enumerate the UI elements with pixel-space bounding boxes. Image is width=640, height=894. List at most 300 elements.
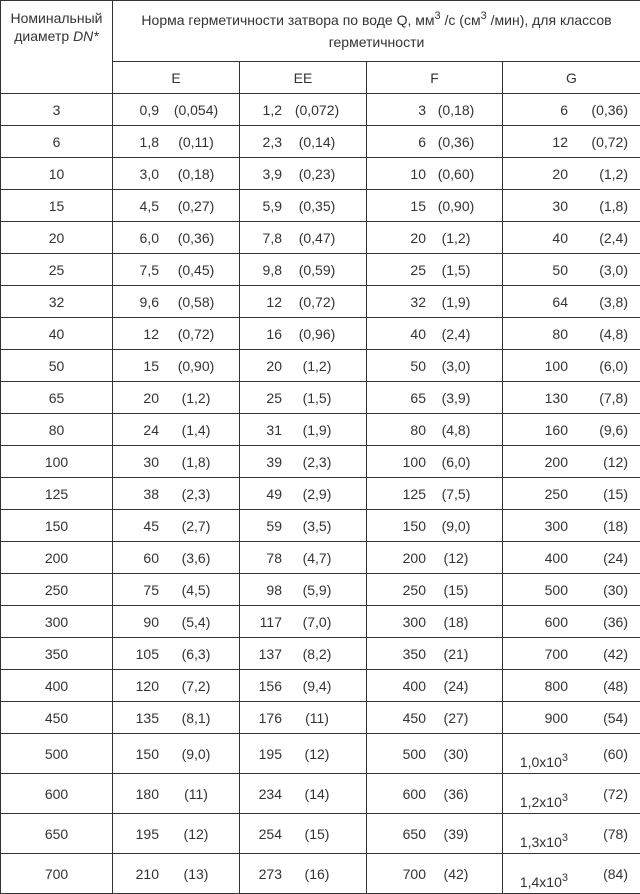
class-e-flow-number: 150 xyxy=(136,746,159,762)
class-ee-flow-value xyxy=(259,866,282,882)
class-ee-cell xyxy=(240,670,367,702)
class-g-cell xyxy=(503,542,640,574)
class-g-flow-per-minute: (48) xyxy=(603,678,628,694)
class-f-flow-per-minute: (15) xyxy=(428,582,484,598)
class-ee-flow-number: 2,3 xyxy=(263,134,282,150)
class-g-value-pair xyxy=(503,414,640,445)
class-g-cell xyxy=(503,446,640,478)
class-ee-flow-per-minute: (2,3) xyxy=(292,454,342,470)
class-g-value-pair xyxy=(503,286,640,317)
class-g-flow-value xyxy=(545,646,568,662)
class-g-value-pair xyxy=(503,638,640,669)
class-f-cell xyxy=(367,446,503,478)
class-ee-flow-per-minute: (7,0) xyxy=(292,614,342,630)
class-e-flow-number: 20 xyxy=(143,390,159,406)
class-e-cell xyxy=(113,542,240,574)
nominal-diameter-cell: 100 xyxy=(1,446,113,478)
class-e-cell xyxy=(113,670,240,702)
class-g-value-pair xyxy=(503,446,640,477)
dn-header-line1: Номинальный xyxy=(11,10,103,26)
class-e-cell xyxy=(113,574,240,606)
class-f-flow-number: 100 xyxy=(403,454,426,470)
class-e-flow-number: 105 xyxy=(136,646,159,662)
class-e-cell xyxy=(113,478,240,510)
class-e-cell xyxy=(113,854,240,894)
class-header-ee: EE xyxy=(240,62,367,94)
class-g-flow-value xyxy=(545,390,568,406)
class-e-value-pair xyxy=(113,638,239,669)
class-header-e: E xyxy=(113,62,240,94)
class-ee-flow-value xyxy=(266,518,282,534)
class-f-cell xyxy=(367,222,503,254)
class-ee-cell xyxy=(240,638,367,670)
class-ee-value-pair xyxy=(240,734,366,773)
class-g-flow-number: 1,3x10 xyxy=(520,834,562,850)
class-g-value-pair xyxy=(503,478,640,509)
class-g-cell xyxy=(503,254,640,286)
class-g-value-pair xyxy=(503,222,640,253)
class-f-flow-per-minute: (0,60) xyxy=(428,166,484,182)
class-g-value-pair xyxy=(503,382,640,413)
class-e-flow-value xyxy=(140,166,159,182)
class-ee-cell xyxy=(240,854,367,894)
class-ee-flow-value xyxy=(266,294,282,310)
class-f-cell xyxy=(367,774,503,814)
class-g-flow-number: 160 xyxy=(545,422,568,438)
class-ee-cell xyxy=(240,510,367,542)
class-e-cell xyxy=(113,318,240,350)
class-g-value-pair xyxy=(503,126,640,157)
class-g-value-pair xyxy=(503,774,640,813)
class-f-cell xyxy=(367,638,503,670)
class-ee-flow-per-minute: (1,5) xyxy=(292,390,342,406)
nominal-diameter-cell: 80 xyxy=(1,414,113,446)
class-g-flow-number: 500 xyxy=(545,582,568,598)
class-ee-cell xyxy=(240,286,367,318)
class-e-value-pair xyxy=(113,774,239,813)
class-ee-cell xyxy=(240,414,367,446)
class-ee-value-pair xyxy=(240,478,366,509)
class-ee-flow-value xyxy=(259,786,282,802)
class-ee-value-pair xyxy=(240,542,366,573)
class-ee-flow-per-minute: (14) xyxy=(292,786,342,802)
table-row xyxy=(1,222,640,254)
class-f-flow-value xyxy=(410,198,426,214)
class-g-value-pair xyxy=(503,318,640,349)
nominal-diameter-cell: 6 xyxy=(1,126,113,158)
class-g-cell xyxy=(503,638,640,670)
class-g-flow-number: 130 xyxy=(545,390,568,406)
class-ee-value-pair xyxy=(240,286,366,317)
class-ee-value-pair xyxy=(240,318,366,349)
class-e-value-pair xyxy=(113,318,239,349)
class-ee-cell xyxy=(240,702,367,734)
class-f-cell xyxy=(367,190,503,222)
class-e-value-pair xyxy=(113,854,239,893)
table-row xyxy=(1,478,640,510)
table-row xyxy=(1,702,640,734)
class-f-flow-value xyxy=(410,326,426,342)
class-g-value-pair xyxy=(503,734,640,773)
class-ee-cell xyxy=(240,254,367,286)
class-f-value-pair xyxy=(367,542,502,573)
class-g-value-pair xyxy=(503,542,640,573)
class-e-flow-number: 24 xyxy=(143,422,159,438)
tightness-norm-header xyxy=(113,1,640,62)
class-g-cell xyxy=(503,350,640,382)
class-e-flow-number: 45 xyxy=(143,518,159,534)
class-f-flow-number: 125 xyxy=(403,486,426,502)
class-e-cell xyxy=(113,382,240,414)
class-e-value-pair xyxy=(113,158,239,189)
class-e-flow-number: 195 xyxy=(136,826,159,842)
class-f-flow-per-minute: (1,2) xyxy=(428,230,484,246)
class-f-flow-value xyxy=(410,262,426,278)
class-e-flow-number: 4,5 xyxy=(140,198,159,214)
class-ee-cell xyxy=(240,478,367,510)
dn-header-line2-prefix: диаметр xyxy=(14,28,73,44)
class-f-flow-value xyxy=(403,710,426,726)
class-ee-flow-number: 5,9 xyxy=(263,198,282,214)
class-e-value-pair xyxy=(113,222,239,253)
norm-header-mid: /с (см xyxy=(441,12,481,28)
class-ee-flow-value xyxy=(260,614,282,630)
class-ee-cell xyxy=(240,350,367,382)
class-g-cell xyxy=(503,94,640,126)
class-g-flow-number: 30 xyxy=(552,198,568,214)
class-f-flow-number: 500 xyxy=(403,746,426,762)
table-row xyxy=(1,350,640,382)
class-f-flow-per-minute: (12) xyxy=(428,550,484,566)
class-g-cell xyxy=(503,190,640,222)
class-g-exponent: 3 xyxy=(562,792,568,804)
class-g-flow-value xyxy=(520,794,568,810)
class-g-flow-per-minute: (78) xyxy=(603,826,628,842)
class-f-flow-value xyxy=(410,166,426,182)
class-e-flow-value xyxy=(143,422,159,438)
class-ee-flow-per-minute: (4,7) xyxy=(292,550,342,566)
class-g-flow-value xyxy=(545,550,568,566)
nominal-diameter-cell: 3 xyxy=(1,94,113,126)
class-g-flow-number: 1,2x10 xyxy=(520,794,562,810)
class-f-flow-value xyxy=(403,614,426,630)
class-e-value-pair xyxy=(113,350,239,381)
class-e-flow-number: 6,0 xyxy=(140,230,159,246)
class-f-value-pair xyxy=(367,286,502,317)
class-g-value-pair xyxy=(503,606,640,637)
class-g-flow-value xyxy=(552,262,568,278)
class-f-flow-per-minute: (7,5) xyxy=(428,486,484,502)
class-e-flow-per-minute: (0,36) xyxy=(166,230,226,246)
class-e-flow-number: 3,0 xyxy=(140,166,159,182)
class-e-flow-per-minute: (2,7) xyxy=(166,518,226,534)
class-f-value-pair xyxy=(367,446,502,477)
class-e-cell xyxy=(113,446,240,478)
class-e-cell xyxy=(113,126,240,158)
class-e-flow-value xyxy=(140,102,159,118)
class-ee-value-pair xyxy=(240,638,366,669)
class-e-flow-per-minute: (6,3) xyxy=(166,646,226,662)
class-e-cell xyxy=(113,94,240,126)
class-e-flow-per-minute: (0,45) xyxy=(166,262,226,278)
class-e-flow-per-minute: (8,1) xyxy=(166,710,226,726)
class-ee-value-pair xyxy=(240,222,366,253)
class-e-flow-per-minute: (9,0) xyxy=(166,746,226,762)
class-e-value-pair xyxy=(113,734,239,773)
class-ee-flow-number: 39 xyxy=(266,454,282,470)
class-e-cell xyxy=(113,814,240,854)
class-e-flow-number: 90 xyxy=(143,614,159,630)
class-g-cell xyxy=(503,318,640,350)
class-f-value-pair xyxy=(367,318,502,349)
class-f-flow-number: 80 xyxy=(410,422,426,438)
class-g-cell xyxy=(503,510,640,542)
class-ee-flow-per-minute: (0,072) xyxy=(292,102,342,118)
class-ee-flow-value xyxy=(263,262,282,278)
class-e-flow-value xyxy=(143,518,159,534)
class-ee-cell xyxy=(240,574,367,606)
class-g-flow-number: 40 xyxy=(552,230,568,246)
class-f-flow-value xyxy=(403,646,426,662)
class-ee-flow-per-minute: (1,9) xyxy=(292,422,342,438)
class-f-flow-value xyxy=(403,582,426,598)
class-ee-flow-number: 78 xyxy=(266,550,282,566)
class-e-flow-value xyxy=(136,746,159,762)
nominal-diameter-cell: 50 xyxy=(1,350,113,382)
class-f-cell xyxy=(367,126,503,158)
class-g-flow-per-minute: (36) xyxy=(603,614,628,630)
class-e-flow-number: 120 xyxy=(136,678,159,694)
class-g-flow-value xyxy=(560,102,568,118)
class-e-flow-value xyxy=(143,550,159,566)
norm-header-sup1: 3 xyxy=(435,10,441,22)
nominal-diameter-cell: 65 xyxy=(1,382,113,414)
class-e-flow-number: 12 xyxy=(143,326,159,342)
class-ee-flow-number: 20 xyxy=(266,358,282,374)
class-f-flow-number: 20 xyxy=(410,230,426,246)
class-e-flow-number: 1,8 xyxy=(140,134,159,150)
class-ee-flow-value xyxy=(263,230,282,246)
class-f-flow-number: 700 xyxy=(403,866,426,882)
class-e-value-pair xyxy=(113,190,239,221)
class-f-flow-per-minute: (2,4) xyxy=(428,326,484,342)
class-ee-value-pair xyxy=(240,574,366,605)
class-e-flow-per-minute: (12) xyxy=(166,826,226,842)
class-g-flow-value xyxy=(545,486,568,502)
class-f-cell xyxy=(367,382,503,414)
class-ee-flow-number: 16 xyxy=(266,326,282,342)
class-g-cell xyxy=(503,702,640,734)
class-e-flow-value xyxy=(143,454,159,470)
class-ee-flow-number: 98 xyxy=(266,582,282,598)
class-ee-flow-number: 234 xyxy=(259,786,282,802)
class-g-flow-value xyxy=(520,834,568,850)
class-g-flow-value xyxy=(545,422,568,438)
class-g-flow-value xyxy=(552,166,568,182)
nominal-diameter-cell: 20 xyxy=(1,222,113,254)
class-e-flow-value xyxy=(136,866,159,882)
class-e-cell xyxy=(113,222,240,254)
class-ee-flow-per-minute: (15) xyxy=(292,826,342,842)
class-ee-flow-per-minute: (2,9) xyxy=(292,486,342,502)
class-e-flow-value xyxy=(136,826,159,842)
class-g-flow-number: 700 xyxy=(545,646,568,662)
class-f-flow-number: 350 xyxy=(403,646,426,662)
class-f-flow-number: 50 xyxy=(410,358,426,374)
class-ee-flow-per-minute: (16) xyxy=(292,866,342,882)
class-e-flow-number: 180 xyxy=(136,786,159,802)
class-f-cell xyxy=(367,478,503,510)
class-f-flow-number: 450 xyxy=(403,710,426,726)
table-row xyxy=(1,814,640,854)
norm-header-sup2: 3 xyxy=(481,10,487,22)
class-f-cell xyxy=(367,606,503,638)
class-e-cell xyxy=(113,606,240,638)
class-g-flow-per-minute: (4,8) xyxy=(599,326,628,342)
class-f-cell xyxy=(367,158,503,190)
class-f-value-pair xyxy=(367,670,502,701)
class-ee-flow-number: 3,9 xyxy=(263,166,282,182)
class-e-cell xyxy=(113,190,240,222)
class-ee-cell xyxy=(240,222,367,254)
class-e-flow-value xyxy=(136,646,159,662)
class-ee-value-pair xyxy=(240,854,366,893)
class-f-value-pair xyxy=(367,350,502,381)
class-e-flow-number: 15 xyxy=(143,358,159,374)
table-body xyxy=(1,94,640,894)
class-g-exponent: 3 xyxy=(562,832,568,844)
class-f-flow-number: 650 xyxy=(403,826,426,842)
class-e-value-pair xyxy=(113,414,239,445)
class-g-flow-value xyxy=(545,582,568,598)
class-e-flow-per-minute: (1,8) xyxy=(166,454,226,470)
class-f-value-pair xyxy=(367,254,502,285)
class-e-flow-value xyxy=(140,134,159,150)
class-header-f: F xyxy=(367,62,503,94)
class-g-flow-per-minute: (0,72) xyxy=(591,134,628,150)
class-ee-flow-value xyxy=(259,710,282,726)
class-f-flow-value xyxy=(418,134,426,150)
class-f-flow-number: 200 xyxy=(403,550,426,566)
class-f-flow-value xyxy=(403,866,426,882)
class-g-cell xyxy=(503,414,640,446)
class-f-cell xyxy=(367,854,503,894)
class-g-flow-per-minute: (54) xyxy=(603,710,628,726)
class-f-flow-per-minute: (21) xyxy=(428,646,484,662)
class-ee-value-pair xyxy=(240,254,366,285)
class-e-flow-per-minute: (2,3) xyxy=(166,486,226,502)
class-g-flow-number: 300 xyxy=(545,518,568,534)
class-f-value-pair xyxy=(367,382,502,413)
norm-header-post: /мин), для классов герметичности xyxy=(329,12,612,50)
table-row xyxy=(1,854,640,894)
class-f-flow-per-minute: (1,5) xyxy=(428,262,484,278)
class-f-cell xyxy=(367,670,503,702)
class-e-flow-number: 38 xyxy=(143,486,159,502)
class-ee-flow-number: 254 xyxy=(259,826,282,842)
class-f-value-pair xyxy=(367,510,502,541)
class-g-cell xyxy=(503,774,640,814)
class-g-flow-per-minute: (42) xyxy=(603,646,628,662)
class-f-value-pair xyxy=(367,478,502,509)
class-e-flow-value xyxy=(140,294,159,310)
table-row xyxy=(1,638,640,670)
class-f-flow-number: 150 xyxy=(403,518,426,534)
table-row xyxy=(1,414,640,446)
table-row xyxy=(1,774,640,814)
class-g-cell xyxy=(503,574,640,606)
class-ee-flow-number: 9,8 xyxy=(263,262,282,278)
class-ee-flow-value xyxy=(266,326,282,342)
class-ee-flow-value xyxy=(266,582,282,598)
class-f-value-pair xyxy=(367,574,502,605)
class-f-flow-per-minute: (6,0) xyxy=(428,454,484,470)
dn-header-symbol: DN* xyxy=(73,28,99,44)
nominal-diameter-cell: 150 xyxy=(1,510,113,542)
class-ee-flow-per-minute: (0,96) xyxy=(292,326,342,342)
class-ee-value-pair xyxy=(240,670,366,701)
class-ee-flow-value xyxy=(266,422,282,438)
class-e-flow-per-minute: (0,72) xyxy=(166,326,226,342)
nominal-diameter-cell: 650 xyxy=(1,814,113,854)
class-e-flow-number: 60 xyxy=(143,550,159,566)
class-ee-flow-number: 137 xyxy=(259,646,282,662)
class-ee-flow-per-minute: (0,23) xyxy=(292,166,342,182)
class-f-flow-per-minute: (0,36) xyxy=(428,134,484,150)
class-g-cell xyxy=(503,670,640,702)
class-g-flow-number: 400 xyxy=(545,550,568,566)
class-g-cell xyxy=(503,854,640,894)
class-e-flow-value xyxy=(143,358,159,374)
class-ee-flow-number: 176 xyxy=(259,710,282,726)
class-e-flow-number: 210 xyxy=(136,866,159,882)
nominal-diameter-cell: 600 xyxy=(1,774,113,814)
class-ee-flow-value xyxy=(259,678,282,694)
table-row xyxy=(1,606,640,638)
table-row xyxy=(1,286,640,318)
class-f-flow-number: 400 xyxy=(403,678,426,694)
class-g-flow-per-minute: (72) xyxy=(603,786,628,802)
class-g-flow-per-minute: (12) xyxy=(603,454,628,470)
class-e-value-pair xyxy=(113,446,239,477)
class-f-value-pair xyxy=(367,638,502,669)
table-row xyxy=(1,318,640,350)
class-ee-value-pair xyxy=(240,510,366,541)
class-e-cell xyxy=(113,286,240,318)
class-ee-flow-number: 117 xyxy=(260,614,282,630)
class-f-cell xyxy=(367,350,503,382)
class-f-flow-number: 10 xyxy=(410,166,426,182)
class-ee-cell xyxy=(240,94,367,126)
class-ee-flow-value xyxy=(266,358,282,374)
class-f-value-pair xyxy=(367,94,502,125)
class-g-flow-per-minute: (18) xyxy=(603,518,628,534)
class-f-flow-per-minute: (30) xyxy=(428,746,484,762)
class-g-flow-value xyxy=(545,358,568,374)
class-g-flow-per-minute: (9,6) xyxy=(599,422,628,438)
table-row xyxy=(1,734,640,774)
class-g-value-pair xyxy=(503,190,640,221)
class-g-value-pair xyxy=(503,854,640,893)
class-e-flow-value xyxy=(143,582,159,598)
class-g-flow-number: 250 xyxy=(545,486,568,502)
class-g-value-pair xyxy=(503,702,640,733)
class-f-cell xyxy=(367,814,503,854)
table-row xyxy=(1,446,640,478)
class-g-flow-number: 100 xyxy=(545,358,568,374)
table-row xyxy=(1,126,640,158)
class-ee-flow-value xyxy=(259,646,282,662)
